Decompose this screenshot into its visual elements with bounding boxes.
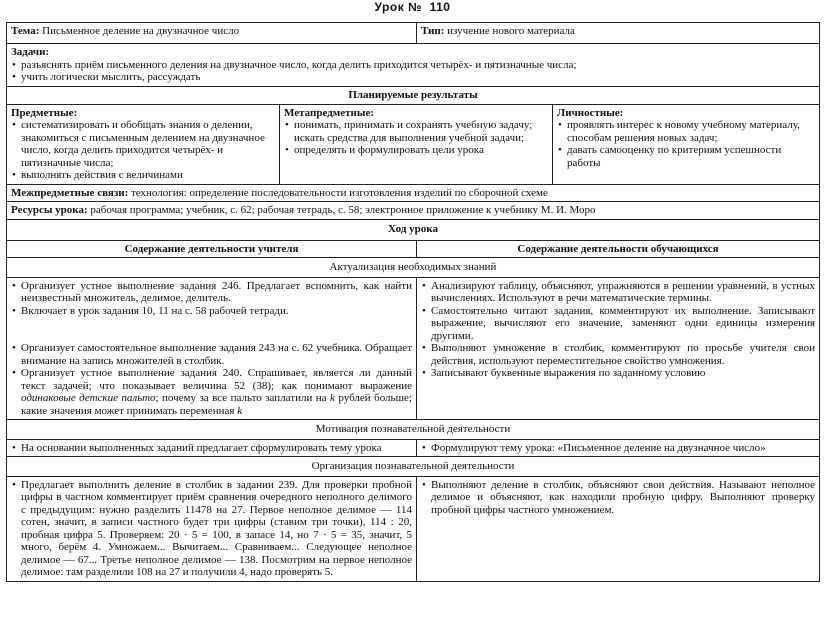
topic-cell xyxy=(7,23,417,44)
stage1-teacher-item: • Организует самостоятельное выполнение задания 243 на с. 62 учебника. Обращает внимание на запись множителей в столбик. xyxy=(21,342,412,367)
stage2-row xyxy=(7,439,820,457)
stage2-title: Мотивация познавательной деятельности xyxy=(7,420,820,440)
tasks-row xyxy=(7,44,820,87)
lesson-flow-header: Ход урока xyxy=(7,219,820,240)
stage3-student-cell xyxy=(417,476,820,581)
stage3-row xyxy=(7,476,820,581)
stage1-student-item: • Анализируют таблицу, объясняют, упражняются в решении уравнений, в устных вычислениях. Используют в речи математические термины. xyxy=(431,280,815,305)
topic-row xyxy=(7,23,820,44)
subject-result-item: • выполнять действия с величинами xyxy=(21,169,275,182)
personal-result-item: • давать самооценку по критериям успешности работы xyxy=(567,144,815,169)
stage1-teacher-emphasis: одинаковые детские пальто xyxy=(21,392,156,404)
stage1-title: Актуализация необходимых знаний xyxy=(7,258,820,278)
stage2-student-item: • Формулируют тему урока: «Письменное деление на двузначное число» xyxy=(431,442,815,455)
stage1-teacher-list-b xyxy=(11,342,412,417)
tasks-label: Задачи: xyxy=(11,46,50,58)
subject-results-label: Предметные: xyxy=(11,106,78,119)
stage1-row xyxy=(7,277,820,420)
stage1-title-row xyxy=(7,258,820,278)
personal-results-list xyxy=(557,119,815,169)
type-label: Тип: xyxy=(421,25,445,37)
subject-result-item: • систематизировать и обобщать знания о делении, знакомиться с письменным делением на двузначное число, когда делить приходится четырёх- и пятизначные числа; xyxy=(21,119,275,169)
stage3-student-item: • Выполняют деление в столбик, объясняют свои действия. Называют неполное делимое и объясняют, как находили пробную цифру. Выполняют проверку пробной цифры частного умножением. xyxy=(431,479,815,517)
personal-results-label: Личностные: xyxy=(557,106,624,119)
stage1-teacher-item xyxy=(21,367,412,417)
stage3-title-row xyxy=(7,457,820,477)
meta-results-cell xyxy=(280,104,553,184)
lesson-label: Урок № xyxy=(374,0,422,14)
task-item: • разъяснять приём письменного деления на двузначное число, когда делить приходится четырёх- и пятизначные числа; xyxy=(21,59,815,72)
meta-result-item: • понимать, принимать и сохранять учебную задачу; искать средства для выполнения учебной задачи; xyxy=(294,119,548,144)
type-value: изучение нового материала xyxy=(447,25,575,37)
teacher-column-header: Содержание деятельности учителя xyxy=(7,240,417,258)
topic-label: Тема: xyxy=(11,25,40,37)
interdisciplinary-label: Межпредметные связи: xyxy=(11,186,129,199)
lesson-title xyxy=(0,1,825,14)
lesson-plan-table xyxy=(6,22,820,582)
interdisciplinary-cell xyxy=(7,184,820,202)
lesson-number: 110 xyxy=(429,0,451,14)
personal-result-item: • проявлять интерес к новому учебному материалу, способам решения новых задач; xyxy=(567,119,815,144)
student-column-header: Содержание деятельности обучающихся xyxy=(417,240,820,258)
results-row xyxy=(7,104,820,184)
stage1-student-item: • Самостоятельно читают задания, комментируют их выполнение. Записывают выражение, вычисляют его значение, заменяют одни единицы измерения другими. xyxy=(431,305,815,343)
stage2-teacher-cell xyxy=(7,439,417,457)
tasks-cell xyxy=(7,44,820,87)
stage1-teacher-text: рублей больше; какие значения может принимать переменная xyxy=(21,392,412,417)
stage3-teacher-cell xyxy=(7,476,417,581)
columns-header-row xyxy=(7,240,820,258)
personal-results-cell xyxy=(553,104,820,184)
stage2-teacher-item: • На основании выполненных заданий предлагает сформулировать тему урока xyxy=(21,442,412,455)
planned-results-row xyxy=(7,86,820,104)
interdisciplinary-row xyxy=(7,184,820,202)
resources-value: рабочая программа; учебник, с. 62; рабочая тетрадь, с. 58; электронное приложение к учебнику М. И. Моро xyxy=(90,204,596,216)
stage1-teacher-text: Организует устное выполнение задания 240. Спрашивает, является ли данный текст задачей; что показывает величина 52 (38); как понимают выражение xyxy=(21,367,412,392)
type-cell xyxy=(417,23,820,44)
stage1-teacher-list-a xyxy=(11,280,412,318)
variable-k: k xyxy=(330,392,335,404)
planned-results-header: Планируемые результаты xyxy=(7,86,820,104)
stage1-student-item: • Выполняют умножение в столбик, комментируют по просьбе учителя свои действия, используют переместительное свойство умножения. xyxy=(431,342,815,367)
task-item: • учить логически мыслить, рассуждать xyxy=(21,71,815,84)
interdisciplinary-value: технология: определение последовательности изготовления изделий по сборочной схеме xyxy=(131,186,548,199)
stage1-teacher-item: • Включает в урок задания 10, 11 на с. 58 рабочей тетради. xyxy=(21,305,412,318)
meta-results-list xyxy=(284,119,548,157)
resources-cell xyxy=(7,202,820,220)
stage1-teacher-cell xyxy=(7,277,417,420)
stage2-title-row xyxy=(7,420,820,440)
stage3-title: Организация познавательной деятельности xyxy=(7,457,820,477)
stage1-teacher-text: ; почему за все пальто заплатили на xyxy=(155,392,331,404)
topic-value: Письменное деление на двузначное число xyxy=(42,25,240,37)
stage1-student-item: • Записывают буквенные выражения по заданному условию xyxy=(431,367,815,380)
stage1-teacher-item: • Организует устное выполнение задания 246. Предлагает вспомнить, как найти неизвестный множитель, делимое, делитель. xyxy=(21,280,412,305)
variable-k: k xyxy=(237,404,243,417)
stage2-student-cell xyxy=(417,439,820,457)
stage3-teacher-item: • Предлагает выполнить деление в столбик в задании 239. Для проверки пробной цифры в частном комментирует приём сравнения очередного неполного делимого с предыдущим: нужно разделить 11478 на 27. Первое неполное делимое — 114 сотен, значит, в записи частного будет три цифры (ставим три точки), 114 : 20, пробная цифра 5. Проверяем: 20 · 5 = 100, в запасе 14, но 7 · 5 = 35, значит, 5 много, берём 4. Умножаем... Вычитаем... Сравниваем... Следующее неполное делимое — 67... Третье неполное делимое — 138. Посмотрим на первое неполное делимое: там разделили 108 на 27 и получили 4, надо проверять 5. xyxy=(21,479,412,579)
subject-results-cell xyxy=(7,104,280,184)
stage1-student-cell xyxy=(417,277,820,420)
lesson-flow-row xyxy=(7,219,820,240)
meta-result-item: • определять и формулировать цели урока xyxy=(294,144,548,157)
stage1-student-list xyxy=(421,280,815,380)
resources-row xyxy=(7,202,820,220)
meta-results-label: Метапредметные: xyxy=(284,106,375,119)
resources-label: Ресурсы урока: xyxy=(11,204,88,216)
tasks-list xyxy=(11,59,815,84)
subject-results-list xyxy=(11,119,275,182)
